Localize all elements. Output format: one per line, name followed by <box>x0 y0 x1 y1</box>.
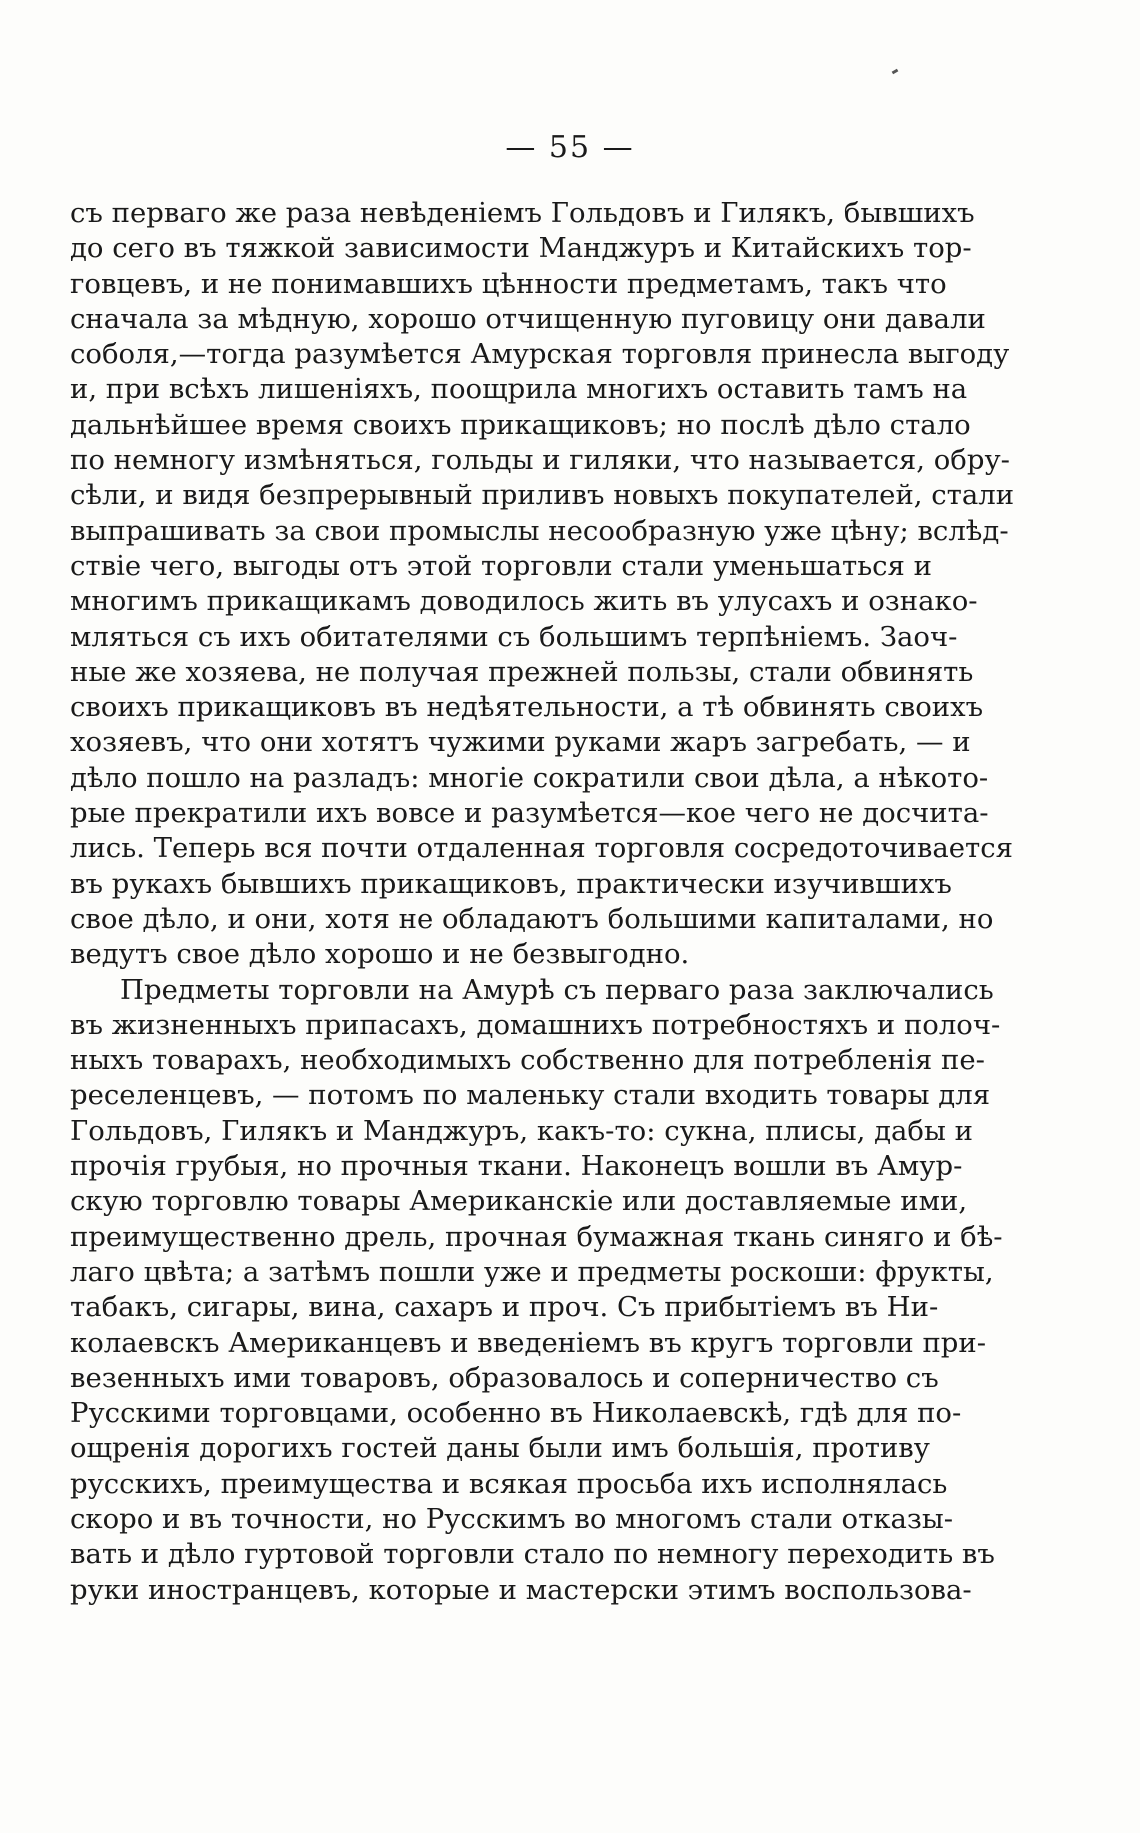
text-line: дальнѣйшее время своихъ прикащиковъ; но послѣ дѣло стало <box>70 408 971 441</box>
text-line: ощренія дорогихъ гостей даны были имъ большія, противу <box>70 1432 930 1465</box>
text-line: съ перваго же раза невѣденіемъ Гольдовъ и Гилякъ, бывшихъ <box>70 197 975 229</box>
body-text <box>70 196 1015 1608</box>
text-line: русскихъ, преимущества и всякая просьба ихъ исполнялась <box>70 1467 948 1500</box>
text-line: дѣло пошло на разладъ: многіе сократили свои дѣла, а нѣкото- <box>70 761 989 794</box>
ink-mark <box>892 69 899 75</box>
text-line: везенныхъ ими товаровъ, образовалось и соперничество съ <box>70 1361 939 1394</box>
text-line: и, при всѣхъ лишеніяхъ, поощрила многихъ оставить тамъ на <box>70 373 968 406</box>
text-line: рые прекратили ихъ вовсе и разумѣется—кое чего не досчита- <box>70 797 989 830</box>
text-line: лись. Теперь вся почти отдаленная торговля сосредоточивается <box>70 832 1014 865</box>
text-line: табакъ, сигары, вина, сахаръ и проч. Съ прибытіемъ въ Ни- <box>70 1291 939 1324</box>
page-number: — 55 — <box>505 130 635 165</box>
paragraph-1 <box>70 196 1015 973</box>
text-line: до сего въ тяжкой зависимости Манджуръ и Китайскихъ тор- <box>70 232 972 265</box>
text-line: ствіе чего, выгоды отъ этой торговли стали уменьшаться и <box>70 549 932 582</box>
text-line: сѣли, и видя безпрерывный приливъ новыхъ покупателей, стали <box>70 479 1015 512</box>
text-line: ныхъ товарахъ, необходимыхъ собственно для потребленія пе- <box>70 1044 985 1077</box>
text-line: выпрашивать за свои промыслы несообразную уже цѣну; вслѣд- <box>70 514 1009 547</box>
text-line: хозяевъ, что они хотятъ чужими руками жаръ загребать, — и <box>70 726 971 759</box>
text-line: ведутъ свое дѣло хорошо и не безвыгодно. <box>70 938 690 971</box>
text-line: мляться съ ихъ обитателями съ большимъ терпѣніемъ. Заоч- <box>70 620 958 653</box>
text-line: скую торговлю товары Американскіе или доставляемые ими, <box>70 1185 968 1218</box>
text-line: Гольдовъ, Гилякъ и Манджуръ, какъ-то: сукна, плисы, дабы и <box>70 1114 973 1147</box>
text-line: колаевскъ Американцевъ и введеніемъ въ кругъ торговли при- <box>70 1326 986 1359</box>
text-line: по немногу измѣняться, гольды и гиляки, что называется, обру- <box>70 444 1010 477</box>
text-line: Предметы торговли на Амурѣ съ перваго раза заключались <box>120 973 994 1006</box>
text-line: говцевъ, и не понимавшихъ цѣнности предметамъ, такъ что <box>70 267 947 300</box>
text-line: многимъ прикащикамъ доводилось жить въ улусахъ и ознако- <box>70 585 978 618</box>
text-line: сначала за мѣдную, хорошо отчищенную пуговицу они давали <box>70 302 986 335</box>
text-line: скоро и въ точности, но Русскимъ во многомъ стали отказы- <box>70 1502 954 1535</box>
paragraph-2 <box>70 973 1003 1608</box>
text-line: вать и дѣло гуртовой торговли стало по немногу переходить въ <box>70 1538 995 1571</box>
text-line: Русскими торговцами, особенно въ Николаевскѣ, гдѣ для по- <box>70 1397 962 1430</box>
text-line: преимущественно дрель, прочная бумажная ткань синяго и бѣ- <box>70 1220 1003 1253</box>
text-line: прочія грубыя, но прочныя ткани. Наконецъ вошли въ Амур- <box>70 1150 963 1183</box>
text-line: въ жизненныхъ припасахъ, домашнихъ потребностяхъ и полоч- <box>70 1008 1001 1041</box>
text-line: руки иностранцевъ, которые и мастерски этимъ воспользова- <box>70 1573 972 1606</box>
text-line: соболя,—тогда разумѣется Амурская торговля принесла выгоду <box>70 338 1010 371</box>
text-line: свое дѣло, и они, хотя не обладаютъ большими капиталами, но <box>70 902 994 935</box>
text-line: лаго цвѣта; а затѣмъ пошли уже и предметы роскоши: фрукты, <box>70 1255 994 1288</box>
text-line: ные же хозяева, не получая прежней пользы, стали обвинять <box>70 655 974 688</box>
text-line: своихъ прикащиковъ въ недѣятельности, а тѣ обвинять своихъ <box>70 691 984 724</box>
text-line: въ рукахъ бывшихъ прикащиковъ, практически изучившихъ <box>70 867 952 900</box>
text-line: реселенцевъ, — потомъ по маленьку стали входить товары для <box>70 1079 991 1112</box>
